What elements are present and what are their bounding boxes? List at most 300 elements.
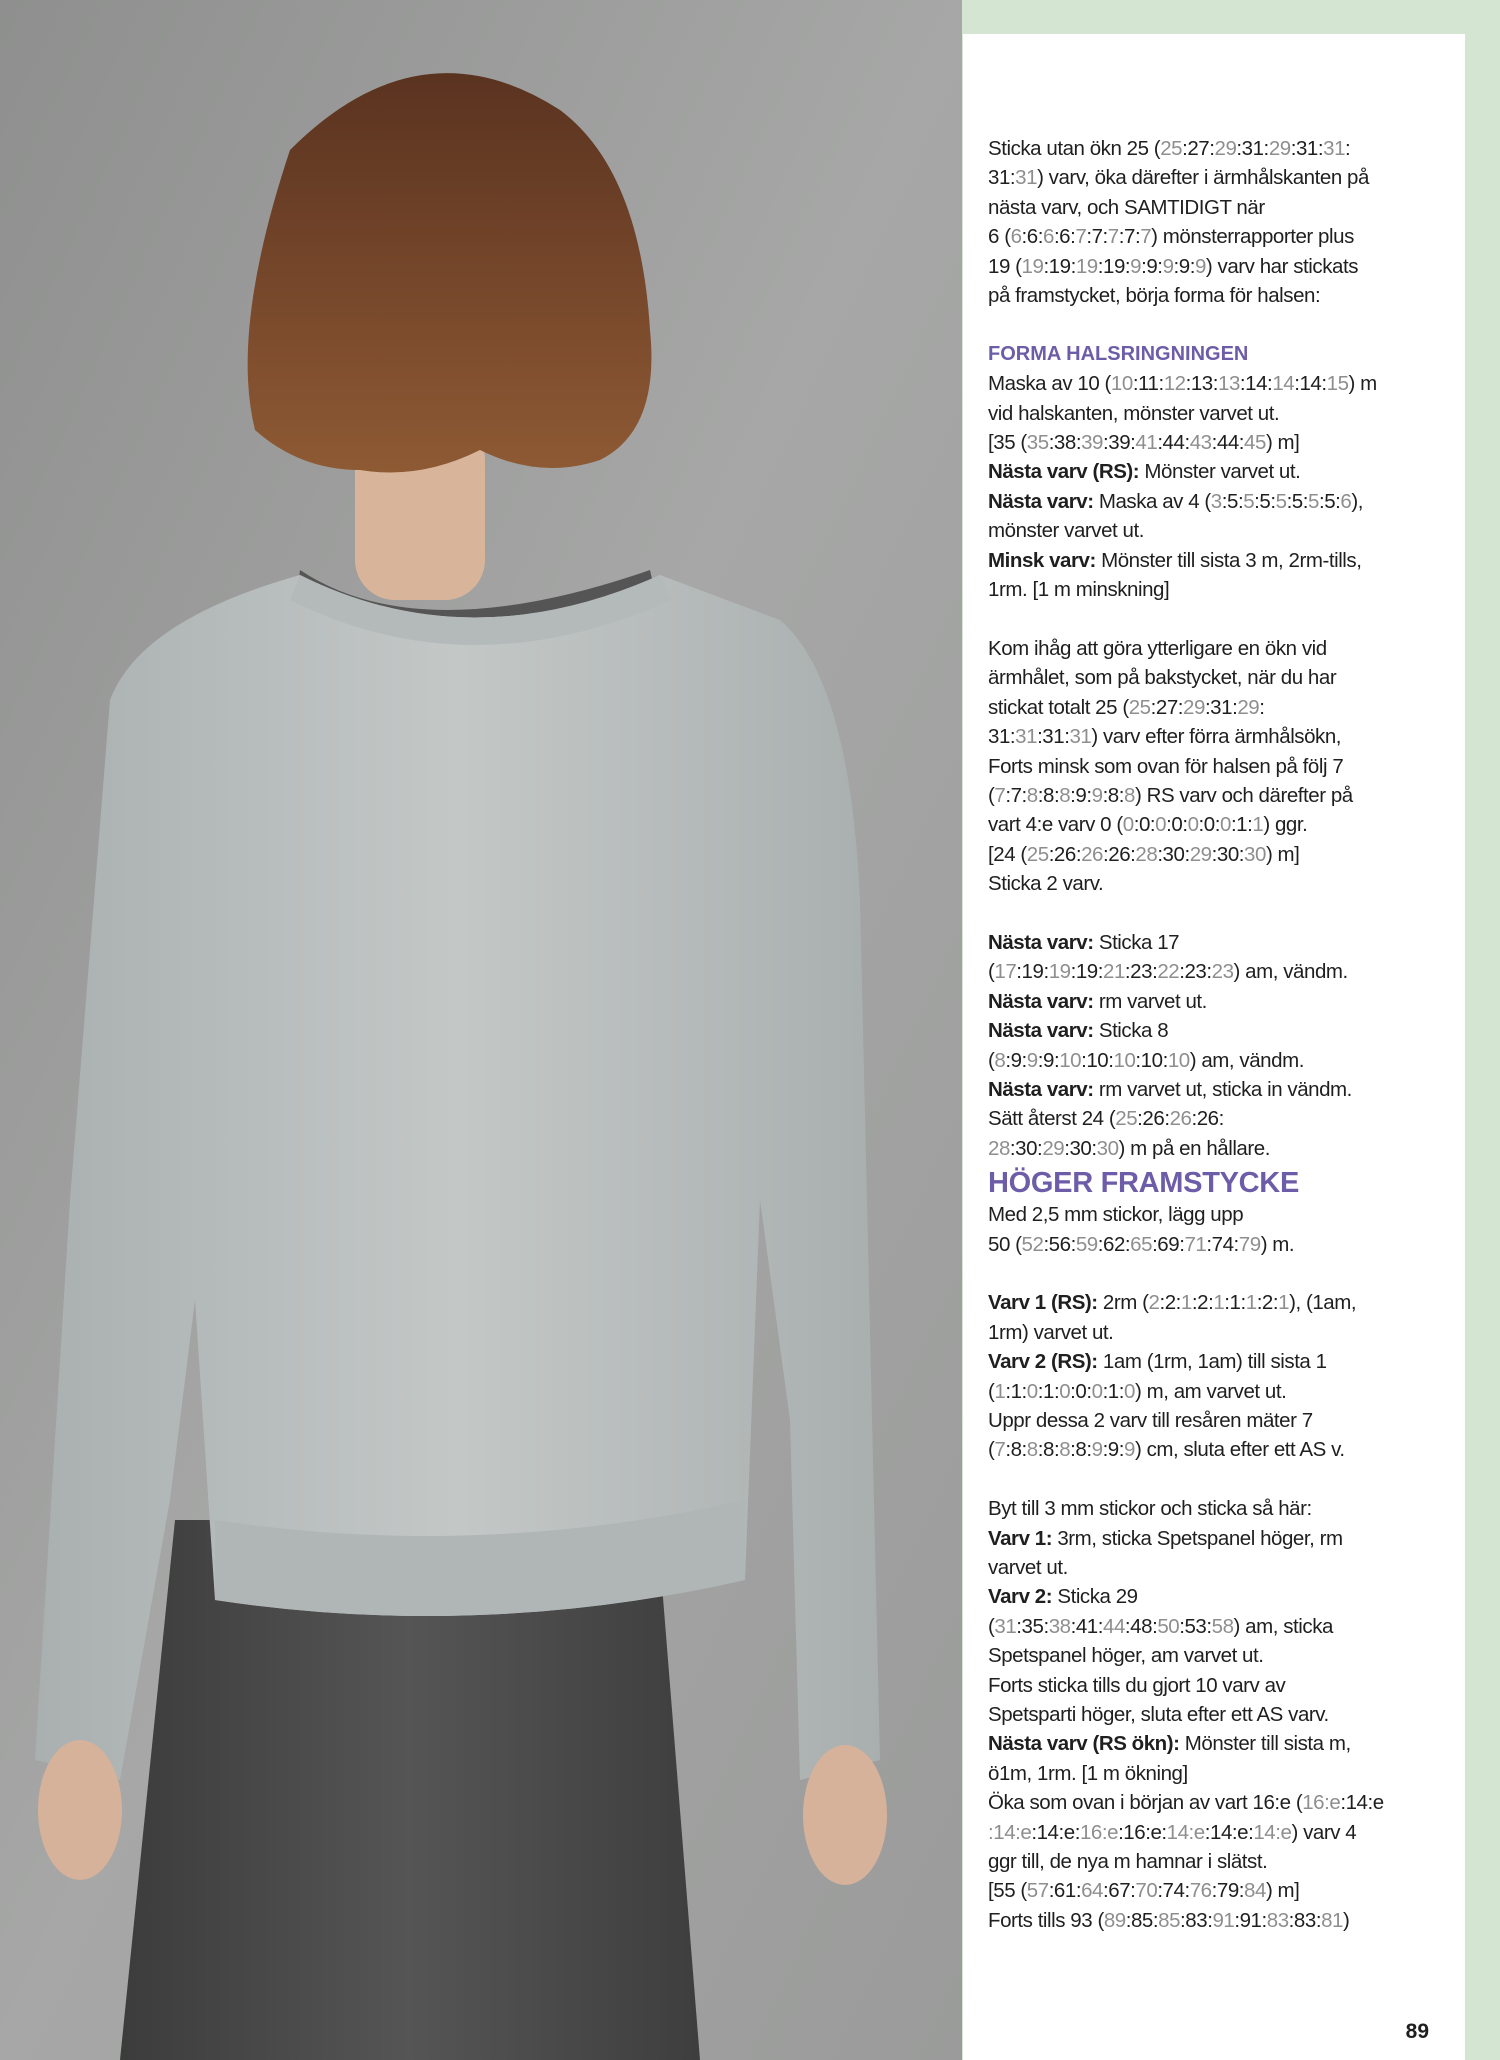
text-run: :1:	[1005, 1379, 1027, 1403]
text-page-panel	[963, 34, 1465, 2060]
text-run: :62:	[1097, 1232, 1131, 1256]
text-run: ggr till, de nya m hamnar i slätst.	[988, 1850, 1268, 1874]
text-run: :30:	[1157, 842, 1190, 866]
text-line	[988, 1435, 1450, 1464]
text-run: på framstycket, börja forma för halsen:	[988, 284, 1321, 308]
text-line	[988, 663, 1450, 692]
size-variant-number: 23	[1211, 960, 1234, 984]
text-run: :7:	[1086, 225, 1108, 249]
text-run: :26:	[1048, 842, 1082, 866]
text-run: :9:	[1070, 783, 1092, 807]
text-line	[988, 752, 1450, 781]
text-line	[988, 1612, 1450, 1641]
page-number: 89	[1405, 2020, 1429, 2043]
size-variant-number: 50	[1157, 1614, 1180, 1638]
text-run: :19:	[1016, 960, 1049, 984]
text-run: :9:	[1037, 1048, 1060, 1072]
text-run: 1rm. [1 m minskning]	[988, 578, 1170, 602]
text-run: :23:	[1179, 960, 1212, 984]
text-run: Forts tills 93 (	[988, 1908, 1104, 1932]
bold-label: Nästa varv:	[988, 930, 1094, 954]
text-line	[988, 781, 1450, 810]
size-variant-number: 26	[1169, 1107, 1192, 1131]
instruction-paragraph	[988, 1288, 1450, 1464]
text-line	[988, 369, 1450, 398]
text-run: Sticka utan ökn 25 (	[988, 137, 1161, 160]
text-run: ) m, am varvet ut.	[1134, 1379, 1287, 1403]
text-run: :10:	[1081, 1048, 1114, 1072]
text-line	[988, 869, 1450, 898]
size-variant-number: 31	[994, 1614, 1017, 1638]
bold-label: Varv 2:	[988, 1585, 1053, 1609]
text-line	[988, 1347, 1450, 1376]
text-run: ö1m, 1rm. [1 m ökning]	[988, 1761, 1188, 1785]
size-variant-number: 5	[1275, 489, 1287, 513]
text-line	[988, 222, 1450, 251]
text-run: rm varvet ut, sticka in vändm.	[1093, 1077, 1352, 1101]
size-variant-number: 85	[1158, 1908, 1181, 1932]
size-variant-number: 81	[1321, 1908, 1343, 1932]
size-variant-number: 28	[1135, 842, 1158, 866]
size-variant-number: 5	[1243, 489, 1255, 513]
size-variant-number: 14	[1272, 372, 1295, 396]
size-variant-number: 7	[1140, 225, 1152, 249]
size-variant-number: 31	[1069, 725, 1092, 749]
size-variant-number: 19	[1048, 960, 1071, 984]
size-variant-number: 29	[1268, 137, 1291, 160]
text-run: :79:	[1211, 1879, 1245, 1903]
text-run: (	[988, 1048, 995, 1072]
text-run: :26:	[1191, 1107, 1224, 1131]
text-run: :1:	[1224, 1291, 1246, 1315]
text-run: Maska av 4 (	[1093, 489, 1211, 513]
size-variant-number: 64	[1081, 1879, 1103, 1903]
text-run: [35 (	[988, 431, 1027, 455]
size-variant-number: 0	[1122, 813, 1134, 837]
size-variant-number: 0	[1059, 1379, 1071, 1403]
text-run: 3rm, sticka Spetspanel höger, rm	[1052, 1526, 1343, 1550]
size-variant-number: 0	[1187, 813, 1199, 837]
size-variant-number: 10	[1110, 372, 1133, 396]
paragraph-gap	[988, 1259, 1450, 1288]
text-run: 6 (	[988, 225, 1011, 249]
text-run: :2:	[1159, 1291, 1181, 1315]
text-run: ) ggr.	[1263, 813, 1308, 837]
text-run: :6:	[1053, 225, 1076, 249]
bold-label: Nästa varv (RS):	[988, 460, 1140, 484]
bold-label: Nästa varv:	[988, 489, 1094, 513]
text-run: ),	[1351, 489, 1363, 513]
text-run: :8:	[1070, 1438, 1092, 1462]
size-variant-number: 5	[1308, 489, 1319, 513]
paragraph-gap	[988, 604, 1450, 633]
paragraph-gap	[988, 310, 1450, 339]
text-run: :10:	[1135, 1048, 1168, 1072]
text-line	[988, 1553, 1450, 1582]
size-variant-number: 89	[1103, 1908, 1126, 1932]
text-line	[988, 134, 1450, 163]
size-variant-number: 1	[1252, 813, 1264, 837]
text-line	[988, 1847, 1450, 1876]
text-line	[988, 1016, 1450, 1045]
size-variant-number: 8	[1124, 783, 1135, 807]
text-run: :74:	[1206, 1232, 1239, 1256]
text-run: Sticka 8	[1093, 1019, 1169, 1043]
size-variant-number: 12	[1163, 372, 1186, 396]
text-run: 19 (	[988, 254, 1022, 278]
text-line	[988, 1759, 1450, 1788]
size-variant-number: 1	[1278, 1291, 1290, 1315]
text-run: :8:	[1005, 1438, 1027, 1462]
text-line	[988, 1075, 1450, 1104]
instruction-paragraph	[988, 134, 1450, 310]
text-line	[988, 957, 1450, 986]
text-run: 31:	[988, 725, 1016, 749]
size-variant-number: 58	[1211, 1614, 1234, 1638]
text-run: Spetspanel höger, am varvet ut.	[988, 1644, 1264, 1668]
text-line	[988, 1134, 1450, 1163]
right-hand	[803, 1745, 887, 1885]
text-run: 2rm (	[1097, 1291, 1149, 1315]
text-line	[988, 428, 1450, 457]
text-line	[988, 1582, 1450, 1611]
text-run: :26:	[1137, 1107, 1170, 1131]
size-variant-number: 0	[1091, 1379, 1103, 1403]
text-run: vid halskanten, mönster varvet ut.	[988, 401, 1280, 425]
text-run: ) am, vändm.	[1233, 960, 1348, 984]
size-variant-number: 35	[1026, 431, 1049, 455]
text-run: ) am, sticka	[1233, 1614, 1333, 1638]
text-run: :9:	[1005, 1048, 1027, 1072]
size-variant-number: 0	[1124, 1379, 1135, 1403]
text-run: :48:	[1124, 1614, 1158, 1638]
text-line	[988, 722, 1450, 751]
size-variant-number: 6	[1340, 489, 1352, 513]
size-variant-number: 79	[1238, 1232, 1261, 1256]
text-run: ) varv 4	[1291, 1820, 1357, 1844]
size-variant-number: 28	[988, 1136, 1010, 1160]
size-variant-number: 30	[1096, 1136, 1119, 1160]
text-run: :9:	[1141, 254, 1163, 278]
text-run: :0:	[1198, 813, 1220, 837]
text-line	[988, 1876, 1450, 1905]
size-variant-number: 7	[994, 783, 1006, 807]
text-run: Maska av 10 (	[988, 372, 1111, 396]
text-run: :9:	[1173, 254, 1195, 278]
size-variant-number: 8	[1059, 1438, 1071, 1462]
size-variant-number: 57	[1026, 1879, 1049, 1903]
text-line	[988, 634, 1450, 663]
text-run: :83:	[1288, 1908, 1322, 1932]
text-run: ) mönsterrapporter plus	[1151, 225, 1354, 249]
size-variant-number: 15	[1326, 372, 1349, 396]
text-line	[988, 252, 1450, 281]
size-variant-number: 8	[1059, 783, 1071, 807]
size-variant-number: 41	[1135, 431, 1158, 455]
text-run: :9:	[1102, 1438, 1125, 1462]
size-variant-number: 16:e	[1079, 1820, 1119, 1844]
size-variant-number: 19	[1075, 254, 1098, 278]
text-run: ) RS varv och därefter på	[1134, 783, 1353, 807]
text-run: :5:	[1318, 489, 1341, 513]
text-run: :19:	[1070, 960, 1104, 984]
size-variant-number: 9	[1124, 1438, 1135, 1462]
size-variant-number: 9	[1091, 1438, 1103, 1462]
text-line	[988, 840, 1450, 869]
text-line	[988, 987, 1450, 1016]
text-run: :91:	[1234, 1908, 1267, 1932]
text-run: :1:	[1102, 1379, 1125, 1403]
size-variant-number: 29	[1214, 137, 1237, 160]
size-variant-number: 7	[1107, 225, 1119, 249]
text-line	[988, 457, 1450, 486]
text-run: :8:	[1037, 1438, 1060, 1462]
text-run: :7:	[1118, 225, 1141, 249]
text-line	[988, 1700, 1450, 1729]
size-variant-number: 91	[1212, 1908, 1235, 1932]
size-variant-number: 45	[1244, 431, 1266, 455]
text-run: :5:	[1254, 489, 1276, 513]
text-line	[988, 1671, 1450, 1700]
text-line	[988, 1524, 1450, 1553]
text-run: :67:	[1103, 1879, 1136, 1903]
text-run: :11:	[1132, 372, 1164, 396]
bold-label: Varv 1 (RS):	[988, 1291, 1098, 1315]
text-line	[988, 575, 1450, 604]
text-run: :30:	[1064, 1136, 1097, 1160]
text-line	[988, 928, 1450, 957]
text-run: nästa varv, och SAMTIDIGT när	[988, 195, 1265, 219]
text-run: Forts sticka tills du gjort 10 varv av	[988, 1673, 1286, 1697]
text-run: :16:e:	[1118, 1820, 1167, 1844]
size-variant-number: 25	[1160, 137, 1183, 160]
text-line	[988, 1104, 1450, 1133]
text-run: ), (1am,	[1289, 1291, 1357, 1315]
size-variant-number: 39	[1081, 431, 1103, 455]
size-variant-number: 7	[994, 1438, 1006, 1462]
pattern-text-column	[988, 134, 1450, 1935]
size-variant-number: 0	[1026, 1379, 1038, 1403]
size-variant-number: 17	[994, 960, 1017, 984]
bold-label: Nästa varv:	[988, 989, 1094, 1013]
size-variant-number: 3	[1210, 489, 1222, 513]
text-run: ärmhålet, som på bakstycket, när du har	[988, 666, 1337, 690]
text-run: ) m]	[1265, 842, 1300, 866]
text-run: Med 2,5 mm stickor, lägg upp	[988, 1203, 1244, 1227]
size-variant-number: 14:e	[1166, 1820, 1205, 1844]
size-variant-number: 1	[1245, 1291, 1257, 1315]
instruction-paragraph	[988, 928, 1450, 1163]
text-run: :31:	[1037, 725, 1070, 749]
text-run: [55 (	[988, 1879, 1027, 1903]
size-variant-number: 25	[1115, 1107, 1138, 1131]
size-variant-number: 8	[1026, 1438, 1038, 1462]
text-run: :27:	[1150, 695, 1184, 719]
size-variant-number: 30	[1244, 842, 1266, 866]
text-run: vart 4:e varv 0 (	[988, 813, 1123, 837]
text-run: :0:	[1166, 813, 1188, 837]
size-variant-number: 1	[994, 1379, 1006, 1403]
text-run: ) varv har stickats	[1205, 254, 1358, 278]
text-run: :30:	[1009, 1136, 1043, 1160]
text-run: ) am, vändm.	[1189, 1048, 1304, 1072]
text-run: Mönster till sista 3 m, 2rm-tills,	[1095, 548, 1362, 572]
bold-label: Nästa varv:	[988, 1019, 1094, 1043]
text-run: :35:	[1016, 1614, 1049, 1638]
left-hand	[38, 1740, 122, 1880]
text-run: (	[988, 1438, 995, 1462]
text-run: :0:	[1133, 813, 1156, 837]
size-variant-number: 9	[1162, 254, 1174, 278]
size-variant-number: 9	[1130, 254, 1142, 278]
text-run: ) varv, öka därefter i ärmhålskanten på	[1037, 166, 1369, 190]
section-heading: HÖGER FRAMSTYCKE	[988, 1167, 1299, 1200]
size-variant-number: 25	[1026, 842, 1049, 866]
size-variant-number: 44	[1103, 1614, 1125, 1638]
size-variant-number: 43	[1189, 431, 1212, 455]
text-run: :56:	[1043, 1232, 1076, 1256]
text-line	[988, 693, 1450, 722]
size-variant-number: 22	[1157, 960, 1180, 984]
text-run: ) m]	[1265, 431, 1300, 455]
text-run: stickat totalt 25 (	[988, 695, 1129, 719]
size-variant-number: 10	[1113, 1048, 1136, 1072]
text-run: (	[988, 1614, 995, 1638]
text-run: :31:	[1204, 695, 1238, 719]
text-run: ) varv efter förra ärmhålsökn,	[1091, 725, 1342, 749]
text-line	[988, 1788, 1450, 1817]
size-variant-number: 29	[1189, 842, 1212, 866]
instruction-paragraph	[988, 634, 1450, 899]
text-run: :19:	[1097, 254, 1131, 278]
text-run: :23:	[1124, 960, 1158, 984]
size-variant-number: 25	[1128, 695, 1151, 719]
size-variant-number: 9	[1091, 783, 1103, 807]
text-run: Mönster till sista m,	[1179, 1732, 1351, 1756]
paragraph-gap	[988, 1465, 1450, 1494]
text-run: 50 (	[988, 1232, 1022, 1256]
size-variant-number: 8	[994, 1048, 1006, 1072]
text-run: Sätt återst 24 (	[988, 1107, 1116, 1131]
text-run: Sticka 2 varv.	[988, 872, 1104, 896]
text-run: :1:	[1037, 1379, 1060, 1403]
size-variant-number: 13	[1218, 372, 1240, 396]
size-variant-number: 7	[1075, 225, 1087, 249]
text-run: :5:	[1286, 489, 1309, 513]
text-run: :44:	[1211, 431, 1245, 455]
text-line	[988, 1288, 1450, 1317]
text-run: (	[988, 783, 995, 807]
text-run: :5:	[1221, 489, 1244, 513]
size-variant-number: 2	[1148, 1291, 1160, 1315]
text-line	[988, 1318, 1450, 1347]
instruction-paragraph	[988, 1200, 1450, 1259]
text-run: :13:	[1185, 372, 1218, 396]
bold-label: Nästa varv:	[988, 1077, 1094, 1101]
text-run: )	[1342, 1908, 1350, 1932]
size-variant-number: 31	[1323, 137, 1346, 160]
text-run: :8:	[1102, 783, 1125, 807]
instruction-paragraph	[988, 1494, 1450, 1935]
text-run: 31:	[988, 166, 1016, 190]
size-variant-number: 1	[1180, 1291, 1192, 1315]
text-line	[988, 1906, 1450, 1935]
text-run: :8:	[1037, 783, 1060, 807]
text-run: :14:	[1239, 372, 1273, 396]
text-line	[988, 1641, 1450, 1670]
text-run: :61:	[1048, 1879, 1082, 1903]
text-run: Byt till 3 mm stickor och sticka så här:	[988, 1497, 1312, 1521]
size-variant-number: 52	[1021, 1232, 1044, 1256]
bold-label: Varv 2 (RS):	[988, 1350, 1098, 1374]
size-variant-number: 76	[1189, 1879, 1212, 1903]
text-run: :31:	[1236, 137, 1269, 160]
text-line	[988, 516, 1450, 545]
text-run: :	[1259, 695, 1265, 719]
text-run: :39:	[1103, 431, 1136, 455]
text-line	[988, 163, 1450, 192]
size-variant-number: 0	[1219, 813, 1231, 837]
size-variant-number: 6	[1010, 225, 1022, 249]
size-variant-number: 21	[1103, 960, 1125, 984]
size-variant-number: 38	[1048, 1614, 1071, 1638]
text-line	[988, 193, 1450, 222]
text-line	[988, 487, 1450, 516]
text-run: :14:	[1294, 372, 1327, 396]
text-run: Sticka 17	[1093, 930, 1180, 954]
size-variant-number: 71	[1184, 1232, 1207, 1256]
paragraph-gap	[988, 899, 1450, 928]
text-run: :41:	[1070, 1614, 1104, 1638]
text-line	[988, 1818, 1450, 1847]
instruction-paragraph	[988, 369, 1450, 604]
section-subheading: FORMA HALSRINGNINGEN	[988, 342, 1249, 365]
text-line	[988, 546, 1450, 575]
size-variant-number: :14:e	[988, 1820, 1032, 1844]
text-line	[988, 399, 1450, 428]
text-run: (	[988, 960, 995, 984]
text-run: :14:e	[1340, 1791, 1384, 1815]
text-line	[988, 1406, 1450, 1435]
text-run: :0:	[1070, 1379, 1092, 1403]
text-run: Sticka 29	[1052, 1585, 1138, 1609]
bold-label: Nästa varv (RS ökn):	[988, 1732, 1180, 1756]
size-variant-number: 29	[1042, 1136, 1065, 1160]
text-run: :44:	[1157, 431, 1190, 455]
text-line	[988, 1377, 1450, 1406]
size-variant-number: 83	[1266, 1908, 1289, 1932]
text-run: :30:	[1211, 842, 1245, 866]
size-variant-number: 84	[1244, 1879, 1266, 1903]
size-variant-number: 14:e	[1253, 1820, 1292, 1844]
text-run: Öka som ovan i början av vart 16:e (	[988, 1791, 1303, 1815]
size-variant-number: 16:e	[1302, 1791, 1341, 1815]
text-run: :19:	[1043, 254, 1076, 278]
text-run: ) m	[1348, 372, 1377, 396]
text-run: ) m på en hållare.	[1118, 1136, 1270, 1160]
text-run: :85:	[1125, 1908, 1159, 1932]
size-variant-number: 1	[1213, 1291, 1225, 1315]
size-variant-number: 9	[1194, 254, 1206, 278]
text-run: ) m.	[1260, 1232, 1295, 1256]
text-run: :	[1345, 137, 1351, 160]
size-variant-number: 65	[1130, 1232, 1153, 1256]
bold-label: Minsk varv:	[988, 548, 1096, 572]
text-run: :38:	[1048, 431, 1082, 455]
text-run: ) m]	[1265, 1879, 1300, 1903]
text-run: :31:	[1290, 137, 1324, 160]
text-run: :14:e:	[1031, 1820, 1080, 1844]
